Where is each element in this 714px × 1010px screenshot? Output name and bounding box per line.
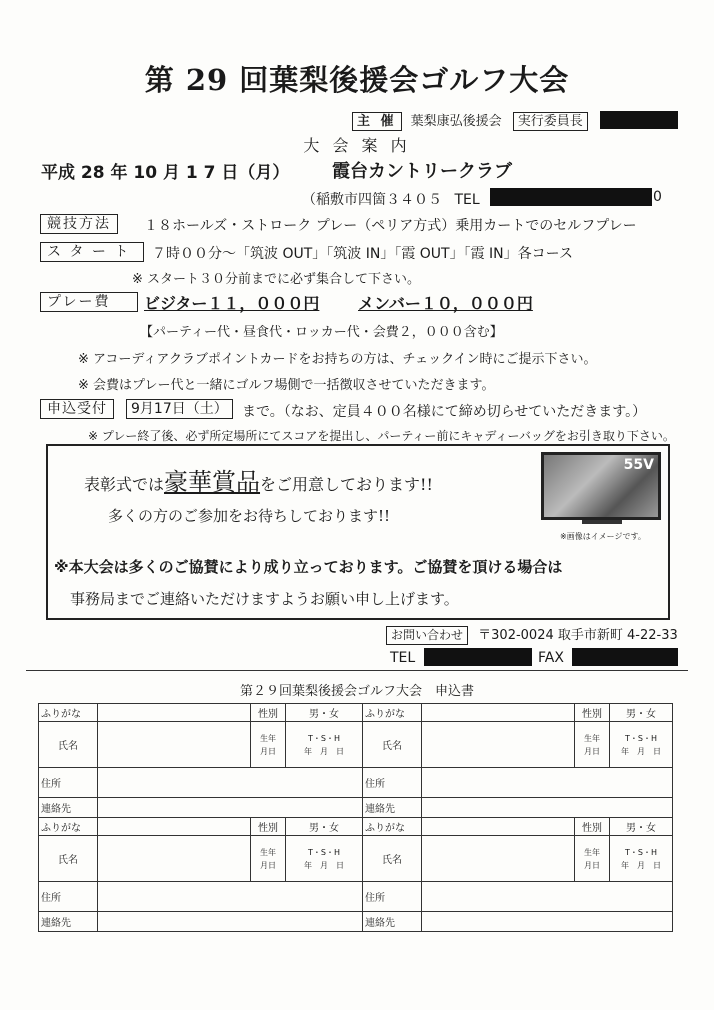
redacted-contact-tel: [424, 648, 532, 666]
address-field[interactable]: [422, 882, 673, 912]
note-fee-collection: ※ 会費はプレー代と一緒にゴルフ場側で一括徴収させていただきます。: [78, 378, 495, 393]
organizer-label: 主 催: [352, 112, 402, 131]
name-field[interactable]: [98, 836, 251, 882]
contact-label: お問い合わせ: [386, 626, 468, 645]
birth-ymd: 年 月 日: [304, 860, 344, 870]
tv-stand: [582, 520, 622, 524]
birth-ymd: 年 月 日: [621, 746, 661, 756]
competition-text: １８ホールズ・ストローク プレー（ペリア方式）乗用カートでのセルフプレー: [144, 218, 637, 234]
name-label: 氏名: [363, 722, 422, 768]
gender-label: 性別: [575, 704, 610, 722]
furigana-field[interactable]: [98, 818, 251, 836]
chair-label: 実行委員長: [513, 112, 588, 131]
birth-era: T・S・H: [625, 733, 657, 743]
event-date: 平成 28 年 10 月 1 7 日（月）: [41, 163, 290, 183]
contact-field-label: 連絡先: [39, 798, 98, 818]
furigana-label: ふりがな: [39, 818, 98, 836]
birth-era: T・S・H: [625, 847, 657, 857]
redacted-chair-name: [600, 111, 678, 129]
birth-era: T・S・H: [308, 847, 340, 857]
contact-field-label: 連絡先: [363, 912, 422, 932]
fee-member: メンバー１０，０００円: [358, 294, 533, 313]
gender-field[interactable]: 男・女: [286, 704, 363, 722]
birth-label-top: 生年: [260, 733, 276, 743]
contact-tel-label: TEL: [390, 650, 416, 666]
furigana-label: ふりがな: [363, 704, 422, 722]
prize-line-2: 多くの方のご参加をお待ちしております!!: [108, 507, 391, 525]
address-label: 住所: [363, 882, 422, 912]
application-deadline: 9月17日（土）: [126, 399, 233, 419]
note-point-card: ※ アコーディアクラブポイントカードをお持ちの方は、チェックイン時にご提示下さい。: [78, 352, 597, 367]
birth-field[interactable]: [286, 722, 363, 768]
address-field[interactable]: [98, 882, 363, 912]
start-label: ス タ ー ト: [40, 242, 144, 262]
contact-field[interactable]: [98, 798, 363, 818]
birth-ymd: 年 月 日: [304, 746, 344, 756]
form-title: 第２９回葉梨後援会ゴルフ大会 申込書: [239, 684, 474, 699]
birth-label-top: 生年: [260, 847, 276, 857]
tv-image: [541, 452, 661, 520]
name-field[interactable]: [98, 722, 251, 768]
address-field[interactable]: [422, 768, 673, 798]
birth-field[interactable]: [610, 836, 673, 882]
cut-line: [26, 670, 688, 671]
birth-field[interactable]: [610, 722, 673, 768]
gender-field[interactable]: 男・女: [610, 818, 673, 836]
contact-field[interactable]: [422, 912, 673, 932]
birth-field[interactable]: [286, 836, 363, 882]
address-label: 住所: [363, 768, 422, 798]
prize-post: をご用意しております!!: [260, 475, 433, 494]
start-text: ７時００分～「筑波 OUT」「筑波 IN」「霞 OUT」「霞 IN」各コース: [152, 246, 573, 262]
furigana-field[interactable]: [422, 704, 575, 722]
tv-size-label: 55V: [623, 457, 654, 473]
image-note: ※画像はイメージです。: [560, 532, 646, 541]
birth-label: [575, 722, 610, 768]
birth-label: [575, 836, 610, 882]
address-label: 住所: [39, 882, 98, 912]
birth-era: T・S・H: [308, 733, 340, 743]
birth-label-bottom: 月日: [584, 860, 600, 870]
venue-address: [302, 189, 480, 209]
contact-field[interactable]: [98, 912, 363, 932]
prize-line-1: [84, 462, 433, 497]
contact-field-label: 連絡先: [363, 798, 422, 818]
address-label: 住所: [39, 768, 98, 798]
prize-highlight: 豪華賞品: [164, 468, 261, 496]
competition-label: 競技方法: [40, 214, 118, 234]
gender-field[interactable]: 男・女: [286, 818, 363, 836]
contact-fax-label: FAX: [538, 650, 564, 666]
organizer-row: [352, 110, 588, 131]
gender-label: 性別: [251, 704, 286, 722]
name-field[interactable]: [422, 836, 575, 882]
name-label: 氏名: [39, 722, 98, 768]
name-label: 氏名: [39, 836, 98, 882]
application-form: [38, 703, 673, 932]
redacted-venue-tel: [490, 188, 652, 206]
venue-address-text: （稲敷市四箇３４０５: [302, 192, 442, 208]
after-play-note: ※ プレー終了後、必ず所定場所にてスコアを提出し、パーティー前にキャディーバッグをお引き取り下さい。: [88, 429, 675, 443]
page-title: 第 29 回葉梨後援会ゴルフ大会: [144, 63, 570, 97]
prize-pre: 表彰式では: [84, 475, 165, 494]
contact-row: [386, 624, 678, 645]
birth-label-bottom: 月日: [260, 860, 276, 870]
birth-label: [251, 722, 286, 768]
application-label: 申込受付: [40, 399, 114, 419]
birth-label-top: 生年: [584, 847, 600, 857]
birth-label: [251, 836, 286, 882]
birth-ymd: 年 月 日: [621, 860, 661, 870]
venue-tel-tail: 0: [653, 189, 662, 205]
sponsor-line-2: 事務局までご連絡いただけますようお願い申し上げます。: [70, 590, 459, 608]
furigana-field[interactable]: [98, 704, 251, 722]
fee-visitor: ビジター１１，０００円: [144, 294, 320, 313]
organizer-name: 葉梨康弘後援会: [410, 114, 502, 129]
contact-field[interactable]: [422, 798, 673, 818]
birth-label-bottom: 月日: [584, 746, 600, 756]
gender-label: 性別: [251, 818, 286, 836]
gender-field[interactable]: 男・女: [610, 704, 673, 722]
furigana-field[interactable]: [422, 818, 575, 836]
guide-heading: 大 会 案 内: [303, 136, 411, 155]
venue-tel-label: TEL: [454, 192, 480, 208]
birth-label-top: 生年: [584, 733, 600, 743]
furigana-label: ふりがな: [363, 818, 422, 836]
contact-field-label: 連絡先: [39, 912, 98, 932]
fee-includes: 【パーティー代・昼食代・ロッカー代・会費２，０００含む】: [140, 325, 503, 340]
birth-label-bottom: 月日: [260, 746, 276, 756]
name-label: 氏名: [363, 836, 422, 882]
address-field[interactable]: [98, 768, 363, 798]
application-text: まで。（なお、定員４００名様にて締め切らせていただきます。）: [242, 404, 647, 420]
name-field[interactable]: [422, 722, 575, 768]
contact-address: 〒302-0024 取手市新町 4-22-33: [478, 628, 678, 643]
sponsor-line-1: ※本大会は多くのご協賛により成り立っております。ご協賛を頂ける場合は: [54, 558, 563, 576]
redacted-contact-fax: [572, 648, 678, 666]
fee-label: プレー費: [40, 292, 138, 312]
gender-label: 性別: [575, 818, 610, 836]
furigana-label: ふりがな: [39, 704, 98, 722]
event-venue: 霞台カントリークラブ: [332, 161, 512, 182]
start-note: ※ スタート３０分前までに必ず集合して下さい。: [132, 272, 421, 287]
